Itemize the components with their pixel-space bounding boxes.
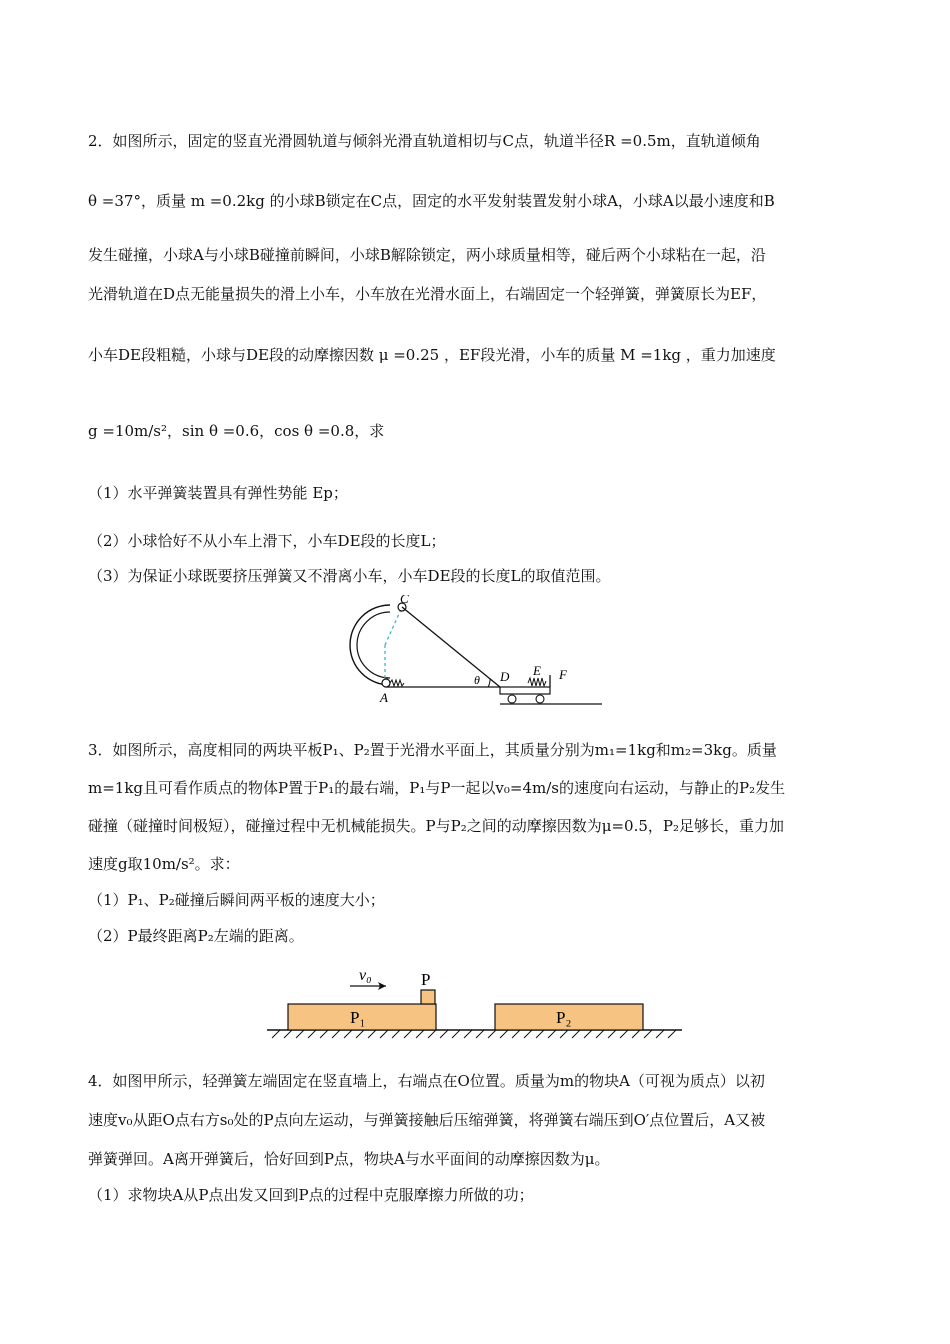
- cart-spring: [528, 678, 546, 686]
- q3-line-4: 速度g取10m/s²。求：: [88, 855, 240, 873]
- q3-subq-2: （2）P最终距离P₂左端的距离。: [88, 927, 304, 945]
- label-a: A: [380, 690, 388, 705]
- label-p2: P₂: [556, 1008, 572, 1027]
- incline-track: [402, 607, 500, 687]
- q4-subq-1: （1）求物块A从P点出发又回到P点的过程中克服摩擦力所做的功；: [88, 1186, 534, 1204]
- label-e: E: [533, 663, 541, 678]
- label-p: P: [421, 970, 431, 989]
- label-f: F: [559, 667, 567, 682]
- q3-line-3: 碰撞（碰撞时间极短），碰撞过程中无机械能损失。P与P₂之间的动摩擦因数为μ=0.5，P₂足够长，重力加: [88, 817, 784, 835]
- label-p1: P₁: [350, 1008, 366, 1027]
- q3-line-1: 3．如图所示，高度相同的两块平板P₁、P₂置于光滑水平面上，其质量分别为m₁=1kg和m₂=3kg。质量: [88, 741, 777, 759]
- q3-subq-1: （1）P₁、P₂碰撞后瞬间两平板的速度大小；: [88, 891, 385, 909]
- q2-line-6: g =10m/s²，sin θ =0.6，cos θ =0.8，求: [88, 422, 385, 440]
- label-c: C: [400, 595, 409, 606]
- q2-subq-2: （2）小球恰好不从小车上滑下，小车DE段的长度L；: [88, 532, 446, 550]
- q4-line-3: 弹簧弹回。A离开弹簧后，恰好回到P点，物块A与水平面间的动摩擦因数为μ。: [88, 1150, 610, 1168]
- q2-subq-3: （3）为保证小球既要挤压弹簧又不滑离小车，小车DE段的长度L的取值范围。: [88, 567, 611, 585]
- q2-line-5: 小车DE段粗糙，小球与DE段的动摩擦因数 μ =0.25 ，EF段光滑，小车的质量 M =1kg ，重力加速度: [88, 346, 776, 364]
- q4-line-1: 4．如图甲所示，轻弹簧左端固定在竖直墙上，右端点在O位置。质量为m的物块A（可视为质点）以初: [88, 1072, 765, 1090]
- radius-line-to-c: [385, 607, 402, 645]
- cart-wheel-left: [508, 695, 516, 703]
- launcher-spring: [390, 680, 404, 686]
- q2-line-4: 光滑轨道在D点无能量损失的滑上小车，小车放在光滑水面上，右端固定一个轻弹簧，弹簧原长为EF，: [88, 285, 767, 303]
- q2-line-3: 发生碰撞，小球A与小球B碰撞前瞬间，小球B解除锁定，两小球质量相等，碰后两个小球粘在一起，沿: [88, 246, 766, 264]
- ball-a: [382, 679, 390, 687]
- label-d: D: [500, 669, 510, 684]
- cart-wheel-right: [536, 695, 544, 703]
- q2-track-figure: [340, 595, 610, 710]
- q3-line-2: m=1kg且可看作质点的物体P置于P₁的最右端，P₁与P一起以v₀=4m/s的速度向右运动，与静止的P₂发生: [88, 779, 786, 797]
- q2-line-1: 2．如图所示，固定的竖直光滑圆轨道与倾斜光滑直轨道相切与C点，轨道半径R =0.5m，直轨道倾角: [88, 132, 761, 150]
- q3-planks-figure: [262, 960, 692, 1040]
- circular-track-outer: [350, 605, 390, 685]
- label-theta: θ: [474, 673, 480, 687]
- q2-line-2: θ =37°，质量 m =0.2kg 的小球B锁定在C点，固定的水平发射装置发射小球A，小球A以最小速度和B: [88, 192, 775, 210]
- cart-body: [500, 687, 550, 694]
- angle-arc: [488, 679, 490, 687]
- label-v0: v₀: [359, 967, 372, 984]
- block-p: [421, 990, 435, 1004]
- q4-line-2: 速度v₀从距O点右方s₀处的P点向左运动，与弹簧接触后压缩弹簧，将弹簧右端压到O′点位置后，A又被: [88, 1111, 766, 1129]
- ground-hatching: [272, 1030, 676, 1038]
- q2-subq-1: （1）水平弹簧装置具有弹性势能 Ep；: [88, 484, 348, 502]
